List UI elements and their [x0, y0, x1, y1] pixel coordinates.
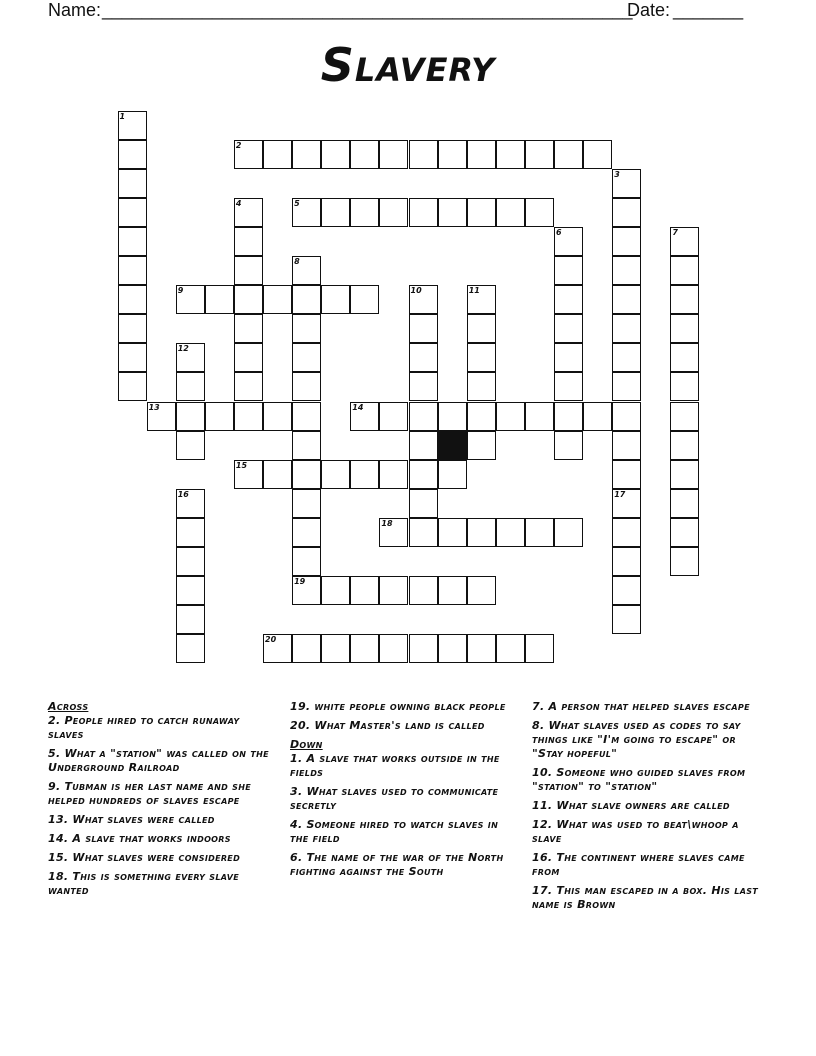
grid-cell[interactable] — [321, 634, 350, 663]
grid-cell-number: 11 — [468, 286, 480, 296]
clue-across-20: 20. What Master's land is called — [290, 719, 485, 732]
grid-cell[interactable] — [409, 198, 438, 227]
grid-cell[interactable] — [612, 518, 641, 547]
grid-cell[interactable] — [409, 431, 438, 460]
grid-cell[interactable] — [670, 285, 699, 314]
across-heading: Across — [48, 700, 89, 713]
grid-cell[interactable] — [467, 314, 496, 343]
grid-cell[interactable] — [612, 227, 641, 256]
grid-cell-number: 19 — [294, 577, 306, 587]
grid-cell[interactable] — [350, 402, 379, 431]
grid-cell[interactable] — [292, 343, 321, 372]
clue-across-2: 2. People hired to catch runaway slaves — [48, 714, 240, 741]
clue-down-7: 7. A person that helped slaves escape — [532, 700, 750, 713]
grid-cell[interactable] — [438, 576, 467, 605]
grid-cell[interactable] — [467, 576, 496, 605]
grid-cell[interactable] — [234, 314, 263, 343]
grid-cell-number: 8 — [294, 257, 300, 266]
grid-cell[interactable] — [670, 547, 699, 576]
grid-cell[interactable] — [118, 140, 147, 169]
grid-cell[interactable] — [350, 460, 379, 489]
grid-cell[interactable] — [176, 343, 205, 372]
grid-cell-number: 5 — [294, 198, 300, 208]
grid-cell[interactable] — [612, 198, 641, 227]
grid-cell[interactable] — [612, 576, 641, 605]
grid-cell[interactable] — [118, 343, 147, 372]
name-label: Name: — [48, 0, 102, 20]
grid-cell[interactable] — [409, 460, 438, 489]
grid-cell[interactable] — [467, 372, 496, 401]
grid-cell[interactable] — [321, 576, 350, 605]
grid-cell[interactable] — [263, 634, 292, 663]
grid-cell[interactable] — [292, 372, 321, 401]
grid-cell[interactable] — [583, 140, 612, 169]
grid-cell[interactable] — [176, 402, 205, 431]
grid-cell[interactable] — [525, 518, 554, 547]
grid-cell[interactable] — [234, 227, 263, 256]
clue-down-8: 8. What slaves used as codes to say things like "I'm going to escape" or "Stay hopeful" — [532, 719, 741, 760]
clue-down-6: 6. The name of the war of the North fighting against the South — [290, 851, 504, 878]
grid-cell[interactable] — [234, 140, 263, 169]
grid-block — [438, 431, 467, 460]
grid-cell[interactable] — [350, 140, 379, 169]
grid-cell[interactable] — [612, 169, 641, 198]
grid-cell[interactable] — [525, 634, 554, 663]
grid-cell[interactable] — [554, 518, 583, 547]
grid-cell[interactable] — [612, 343, 641, 372]
grid-cell[interactable] — [350, 285, 379, 314]
grid-cell[interactable] — [176, 547, 205, 576]
grid-cell[interactable] — [554, 285, 583, 314]
grid-cell[interactable] — [118, 256, 147, 285]
grid-cell[interactable] — [234, 402, 263, 431]
grid-cell-number: 20 — [265, 635, 277, 645]
grid-cell-number: 9 — [177, 286, 184, 296]
grid-cell[interactable] — [118, 169, 147, 198]
clue-down-10: 10. Someone who guided slaves from "station" to "station" — [532, 766, 746, 793]
grid-cell-number: 18 — [381, 518, 393, 528]
grid-cell[interactable] — [379, 140, 408, 169]
grid-cell-number: 12 — [177, 344, 189, 354]
clue-across-18: 18. This is something every slave wanted — [48, 870, 239, 897]
grid-cell[interactable] — [409, 634, 438, 663]
grid-cell[interactable] — [525, 402, 554, 431]
grid-cell[interactable] — [292, 285, 321, 314]
grid-cell[interactable] — [263, 460, 292, 489]
grid-cell[interactable] — [321, 140, 350, 169]
grid-cell[interactable] — [554, 227, 583, 256]
grid-cell[interactable] — [409, 402, 438, 431]
grid-cell[interactable] — [670, 518, 699, 547]
grid-cell[interactable] — [176, 431, 205, 460]
name-field[interactable]: _____________________________________________________ — [102, 0, 633, 20]
grid-cell[interactable] — [583, 402, 612, 431]
grid-cell[interactable] — [379, 634, 408, 663]
grid-cell[interactable] — [612, 460, 641, 489]
grid-cell[interactable] — [438, 198, 467, 227]
grid-cell[interactable] — [176, 285, 205, 314]
grid-cell-number: 2 — [235, 140, 242, 150]
grid-cell[interactable] — [612, 256, 641, 285]
grid-cell[interactable] — [438, 140, 467, 169]
grid-cell[interactable] — [118, 372, 147, 401]
grid-cell[interactable] — [670, 489, 699, 518]
grid-cell[interactable] — [496, 518, 525, 547]
grid-cell[interactable] — [467, 634, 496, 663]
grid-cell[interactable] — [176, 489, 205, 518]
grid-cell[interactable] — [292, 489, 321, 518]
grid-cell[interactable] — [670, 227, 699, 256]
grid-cell[interactable] — [292, 256, 321, 285]
clue-across-14: 14. A slave that works indoors — [48, 832, 231, 845]
grid-cell[interactable] — [496, 140, 525, 169]
grid-cell[interactable] — [176, 634, 205, 663]
grid-cell[interactable] — [409, 489, 438, 518]
grid-cell[interactable] — [176, 576, 205, 605]
grid-cell[interactable] — [670, 372, 699, 401]
grid-cell[interactable] — [379, 402, 408, 431]
clue-across-13: 13. What slaves were called — [48, 813, 215, 826]
grid-cell[interactable] — [467, 402, 496, 431]
grid-cell[interactable] — [118, 285, 147, 314]
grid-cell[interactable] — [438, 402, 467, 431]
grid-cell[interactable] — [525, 198, 554, 227]
grid-cell[interactable] — [496, 402, 525, 431]
grid-cell[interactable] — [670, 314, 699, 343]
grid-cell[interactable] — [292, 576, 321, 605]
grid-cell-number: 3 — [614, 169, 620, 179]
grid-cell[interactable] — [379, 518, 408, 547]
grid-cell[interactable] — [409, 343, 438, 372]
grid-cell[interactable] — [118, 227, 147, 256]
grid-cell[interactable] — [234, 198, 263, 227]
grid-cell[interactable] — [554, 431, 583, 460]
grid-cell[interactable] — [467, 343, 496, 372]
grid-cell[interactable] — [176, 372, 205, 401]
grid-cell[interactable] — [670, 402, 699, 431]
grid-cell[interactable] — [612, 489, 641, 518]
grid-cell[interactable] — [321, 285, 350, 314]
grid-cell[interactable] — [554, 140, 583, 169]
grid-cell-number: 10 — [410, 286, 422, 296]
grid-cell[interactable] — [205, 402, 234, 431]
grid-cell[interactable] — [205, 285, 234, 314]
clue-down-17: 17. This man escaped in a box. His last name is Brown — [532, 884, 759, 911]
grid-cell[interactable] — [292, 431, 321, 460]
grid-cell[interactable] — [409, 314, 438, 343]
grid-cell-number: 1 — [119, 111, 126, 121]
grid-cell[interactable] — [292, 140, 321, 169]
grid-cell[interactable] — [554, 256, 583, 285]
grid-cell[interactable] — [554, 343, 583, 372]
grid-cell[interactable] — [670, 460, 699, 489]
grid-cell[interactable] — [612, 372, 641, 401]
grid-cell[interactable] — [350, 198, 379, 227]
grid-cell[interactable] — [234, 285, 263, 314]
grid-cell[interactable] — [292, 198, 321, 227]
grid-cell[interactable] — [176, 605, 205, 634]
grid-cell[interactable] — [263, 140, 292, 169]
grid-cell[interactable] — [612, 605, 641, 634]
grid-cell[interactable] — [438, 460, 467, 489]
grid-cell[interactable] — [554, 314, 583, 343]
grid-cell[interactable] — [292, 402, 321, 431]
grid-cell[interactable] — [292, 460, 321, 489]
date-label: Date: — [627, 0, 671, 20]
clues-column-3 — [532, 700, 762, 917]
grid-cell[interactable] — [379, 460, 408, 489]
grid-cell[interactable] — [612, 285, 641, 314]
page-title: Slavery — [320, 38, 496, 92]
grid-cell[interactable] — [292, 518, 321, 547]
grid-cell-number: 15 — [235, 460, 248, 470]
grid-cell[interactable] — [525, 140, 554, 169]
grid-cell-number: 6 — [556, 227, 562, 237]
grid-cell[interactable] — [263, 402, 292, 431]
clue-down-11: 11. What slave owners are called — [532, 799, 730, 812]
clue-down-1: 1. A slave that works outside in the fields — [290, 752, 500, 779]
clue-across-9: 9. Tubman is her last name and she helped hundreds of slaves escape — [48, 780, 251, 807]
clue-down-3: 3. What slaves used to communicate secretly — [290, 785, 499, 812]
grid-cell[interactable] — [147, 402, 176, 431]
grid-cell[interactable] — [496, 198, 525, 227]
grid-cell[interactable] — [321, 198, 350, 227]
grid-cell[interactable] — [292, 634, 321, 663]
clue-down-4: 4. Someone hired to watch slaves in the field — [290, 818, 499, 845]
grid-cell[interactable] — [118, 111, 147, 140]
grid-cell[interactable] — [467, 285, 496, 314]
grid-cell[interactable] — [612, 547, 641, 576]
grid-cell[interactable] — [670, 256, 699, 285]
grid-cell[interactable] — [292, 314, 321, 343]
grid-cell[interactable] — [438, 634, 467, 663]
grid-cell[interactable] — [467, 518, 496, 547]
grid-cell[interactable] — [118, 198, 147, 227]
grid-cell-number: 4 — [235, 198, 242, 208]
grid-cell[interactable] — [554, 402, 583, 431]
clues-column-1 — [48, 700, 273, 903]
date-field[interactable]: _______ — [673, 0, 744, 20]
grid-cell[interactable] — [496, 634, 525, 663]
grid-cell-number: 7 — [672, 227, 678, 237]
grid-cell[interactable] — [612, 431, 641, 460]
clue-across-5: 5. What a "station" was called on the Underground Railroad — [48, 747, 269, 774]
grid-cell[interactable] — [467, 140, 496, 169]
grid-cell[interactable] — [467, 431, 496, 460]
grid-cell[interactable] — [554, 372, 583, 401]
clue-across-19: 19. white people owning black people — [290, 700, 506, 713]
clue-down-16: 16. The continent where slaves came from — [532, 851, 745, 878]
grid-cell[interactable] — [612, 402, 641, 431]
grid-cell[interactable] — [234, 343, 263, 372]
grid-cell[interactable] — [409, 140, 438, 169]
clues-column-2 — [290, 700, 515, 884]
clue-across-15: 15. What slaves were considered — [48, 851, 241, 864]
grid-cell[interactable] — [670, 343, 699, 372]
grid-cell[interactable] — [409, 372, 438, 401]
grid-cell[interactable] — [118, 314, 147, 343]
grid-cell[interactable] — [409, 285, 438, 314]
grid-cell[interactable] — [350, 634, 379, 663]
grid-cell[interactable] — [379, 198, 408, 227]
grid-cell[interactable] — [234, 256, 263, 285]
grid-cell-number: 17 — [614, 489, 626, 499]
grid-cell[interactable] — [438, 518, 467, 547]
grid-cell[interactable] — [292, 547, 321, 576]
grid-cell[interactable] — [670, 431, 699, 460]
grid-cell[interactable] — [612, 314, 641, 343]
grid-cell[interactable] — [263, 285, 292, 314]
grid-cell-number: 14 — [352, 402, 364, 412]
grid-cell[interactable] — [409, 518, 438, 547]
grid-cell[interactable] — [234, 372, 263, 401]
grid-cell[interactable] — [176, 518, 205, 547]
grid-cell[interactable] — [409, 576, 438, 605]
grid-cell[interactable] — [321, 460, 350, 489]
grid-cell[interactable] — [467, 198, 496, 227]
clue-down-12: 12. What was used to beat\whoop a slave — [532, 818, 739, 845]
grid-cell[interactable] — [379, 576, 408, 605]
grid-cell[interactable] — [234, 460, 263, 489]
grid-cell-number: 16 — [177, 489, 189, 499]
down-heading: Down — [290, 738, 323, 751]
grid-cell[interactable] — [350, 576, 379, 605]
grid-cell-number: 13 — [148, 402, 160, 412]
